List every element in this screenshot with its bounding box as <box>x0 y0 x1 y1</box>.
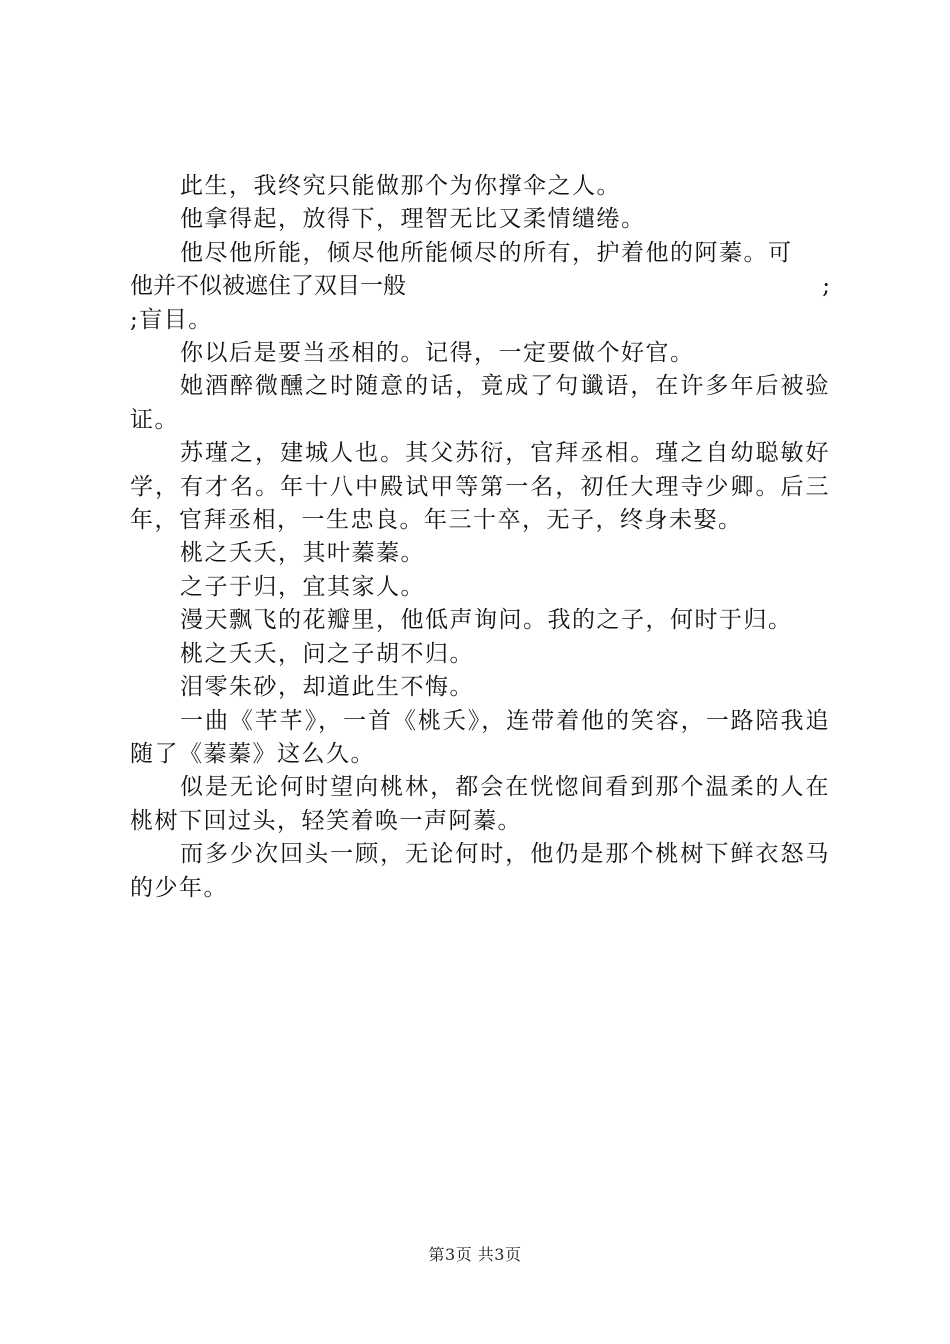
paragraph: 漫天飘飞的花瓣里，他低声询问。我的之子，何时于归。 <box>180 607 793 634</box>
spread-char: 住 <box>268 273 291 300</box>
spread-char: 不 <box>176 273 199 300</box>
paragraph-continuation: ;盲目。 <box>130 306 213 333</box>
paragraph: 桃之夭夭，其叶蓁蓁。 <box>180 540 425 567</box>
paragraph: 而多少次回头一顾，无论何时，他仍是那个桃树下鲜衣怒马的少年。 <box>130 841 830 901</box>
paragraph: 泪零朱砂，却道此生不悔。 <box>180 674 474 701</box>
spread-char: 并 <box>153 273 176 300</box>
spread-char: 被 <box>222 273 245 300</box>
spread-trailing-char: ; <box>822 273 830 300</box>
spread-char: 目 <box>337 273 360 300</box>
spread-char: 了 <box>291 273 314 300</box>
paragraph-group <box>130 337 830 905</box>
justified-text-line <box>130 270 830 303</box>
paragraph: 此生，我终究只能做那个为你撑伞之人。 <box>180 173 621 199</box>
paragraph: 桃之夭夭，问之子胡不归。 <box>180 640 474 667</box>
paragraph: 她酒醉微醺之时随意的话，竟成了句谶语，在许多年后被验证。 <box>130 373 830 433</box>
paragraph: 似是无论何时望向桃林，都会在恍惚间看到那个温柔的人在桃树下回过头，轻笑着唤一声阿蓁。 <box>130 774 830 834</box>
spread-gap <box>406 270 822 303</box>
spread-char: 似 <box>199 273 222 300</box>
spread-char: 一 <box>360 273 383 300</box>
spread-char: 他 <box>130 273 153 300</box>
paragraph: 之子于归，宜其家人。 <box>180 573 425 600</box>
paragraph: 一曲《芊芊》，一首《桃夭》，连带着他的笑容，一路陪我追随了《蓁蓁》这么久。 <box>130 707 830 767</box>
spread-char: 遮 <box>245 273 268 300</box>
spread-char: 双 <box>314 273 337 300</box>
page-footer: 第3页 共3页 <box>428 1245 522 1264</box>
document-body <box>130 170 830 905</box>
paragraph: 他尽他所能，倾尽他所能倾尽的所有，护着他的阿蓁。可 <box>180 239 793 266</box>
paragraph: 他拿得起，放得下，理智无比又柔情缱绻。 <box>180 206 646 233</box>
spread-char: 般 <box>383 273 406 300</box>
paragraph: 你以后是要当丞相的。记得，一定要做个好官。 <box>180 340 695 367</box>
paragraph: 苏瑾之，建城人也。其父苏衍，官拜丞相。瑾之自幼聪敏好学，有才名。年十八中殿试甲等第一名，初任大理寺少卿。后三年，官拜丞相，一生忠良。年三十卒，无子，终身未娶。 <box>130 440 830 534</box>
